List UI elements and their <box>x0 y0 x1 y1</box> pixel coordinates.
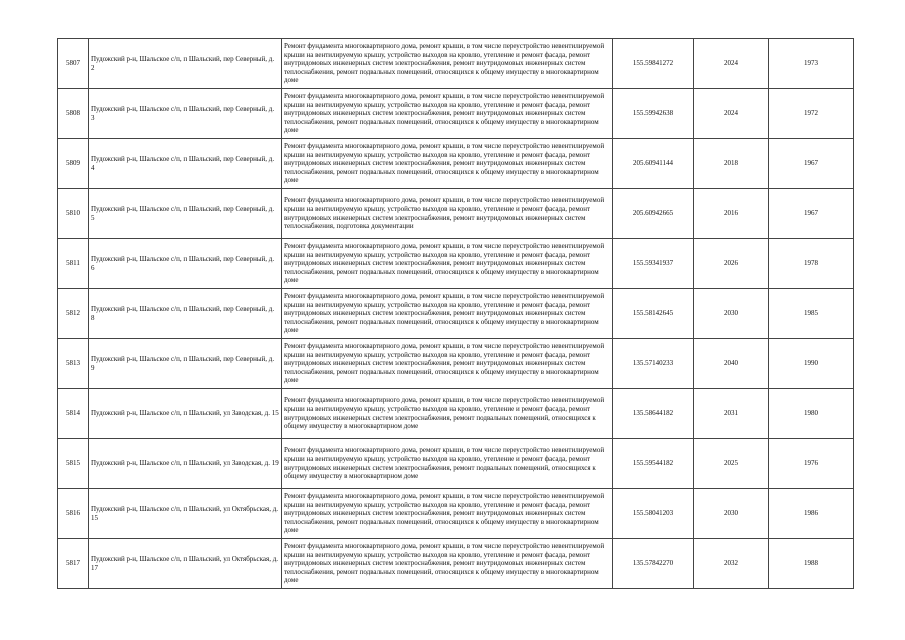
planned-year: 2032 <box>694 539 769 589</box>
row-number: 5817 <box>58 539 89 589</box>
registry-table <box>57 38 854 589</box>
house-address: Пудожский р-н, Шальское с/п, п Шальский, пер Северный, д. 2 <box>89 39 282 89</box>
table-row <box>58 89 854 139</box>
planned-year: 2016 <box>694 189 769 239</box>
planned-year: 2025 <box>694 439 769 489</box>
repair-works: Ремонт фундамента многоквартирного дома, ремонт крыши, в том числе переустройство невентилируемой крыши на вентилируемую крышу, устройство выходов на кровлю, утепление и ремонт фасада, ремонт внутридомовых инженерных систем электроснабжения, ремонт внутридомовых инженерных систем теплоснабжения, ремонт подвальных помещений, относящихся к общему имуществу в многоквартирном доме <box>282 139 613 189</box>
build-year: 1976 <box>769 439 854 489</box>
table-row <box>58 289 854 339</box>
repair-cost: 205.60942665 <box>613 189 694 239</box>
table-row <box>58 139 854 189</box>
planned-year: 2024 <box>694 39 769 89</box>
repair-cost: 155.59341937 <box>613 239 694 289</box>
row-number: 5808 <box>58 89 89 139</box>
row-number: 5810 <box>58 189 89 239</box>
house-address: Пудожский р-н, Шальское с/п, п Шальский, пер Северный, д. 3 <box>89 89 282 139</box>
build-year: 1967 <box>769 139 854 189</box>
row-number: 5809 <box>58 139 89 189</box>
planned-year: 2030 <box>694 289 769 339</box>
table-row <box>58 339 854 389</box>
repair-cost: 155.59841272 <box>613 39 694 89</box>
repair-works: Ремонт фундамента многоквартирного дома, ремонт крыши, в том числе переустройство невентилируемой крыши на вентилируемую крышу, устройство выходов на кровлю, утепление и ремонт фасада, ремонт внутридомовых инженерных систем электроснабжения, ремонт подвальных помещений, относящихся к общему имуществу в многоквартирном доме <box>282 389 613 439</box>
build-year: 1980 <box>769 389 854 439</box>
table-row <box>58 189 854 239</box>
build-year: 1986 <box>769 489 854 539</box>
repair-works: Ремонт фундамента многоквартирного дома, ремонт крыши, в том числе переустройство невентилируемой крыши на вентилируемую крышу, устройство выходов на кровлю, утепление и ремонт фасада, ремонт внутридомовых инженерных систем электроснабжения, ремонт подвальных помещений, относящихся к общему имуществу в многоквартирном доме <box>282 439 613 489</box>
repair-works: Ремонт фундамента многоквартирного дома, ремонт крыши, в том числе переустройство невентилируемой крыши на вентилируемую крышу, устройство выходов на кровлю, утепление и ремонт фасада, ремонт внутридомовых инженерных систем электроснабжения, ремонт внутридомовых инженерных систем теплоснабжения, ремонт подвальных помещений, относящихся к общему имуществу в многоквартирном доме <box>282 89 613 139</box>
planned-year: 2026 <box>694 239 769 289</box>
repair-cost: 135.58644182 <box>613 389 694 439</box>
registry-table-body <box>58 39 854 589</box>
house-address: Пудожский р-н, Шальское с/п, п Шальский, ул Октябрьская, д. 17 <box>89 539 282 589</box>
table-row <box>58 539 854 589</box>
house-address: Пудожский р-н, Шальское с/п, п Шальский, пер Северный, д. 6 <box>89 239 282 289</box>
table-row <box>58 489 854 539</box>
repair-cost: 135.57842270 <box>613 539 694 589</box>
build-year: 1972 <box>769 89 854 139</box>
build-year: 1990 <box>769 339 854 389</box>
repair-works: Ремонт фундамента многоквартирного дома, ремонт крыши, в том числе переустройство невентилируемой крыши на вентилируемую крышу, устройство выходов на кровлю, утепление и ремонт фасада, ремонт внутридомовых инженерных систем электроснабжения, ремонт внутридомовых инженерных систем теплоснабжения, ремонт подвальных помещений, относящихся к общему имуществу в многоквартирном доме <box>282 489 613 539</box>
planned-year: 2031 <box>694 389 769 439</box>
row-number: 5816 <box>58 489 89 539</box>
row-number: 5813 <box>58 339 89 389</box>
repair-cost: 155.59942638 <box>613 89 694 139</box>
repair-cost: 155.58142645 <box>613 289 694 339</box>
build-year: 1985 <box>769 289 854 339</box>
row-number: 5812 <box>58 289 89 339</box>
repair-works: Ремонт фундамента многоквартирного дома, ремонт крыши, в том числе переустройство невентилируемой крыши на вентилируемую крышу, устройство выходов на кровлю, утепление и ремонт фасада, ремонт внутридомовых инженерных систем электроснабжения, ремонт внутридомовых инженерных систем теплоснабжения, ремонт подвальных помещений, относящихся к общему имуществу в многоквартирном доме <box>282 289 613 339</box>
planned-year: 2040 <box>694 339 769 389</box>
house-address: Пудожский р-н, Шальское с/п, п Шальский, пер Северный, д. 4 <box>89 139 282 189</box>
repair-works: Ремонт фундамента многоквартирного дома, ремонт крыши, в том числе переустройство невентилируемой крыши на вентилируемую крышу, устройство выходов на кровлю, утепление и ремонт фасада, ремонт внутридомовых инженерных систем электроснабжения, ремонт внутридомовых инженерных систем теплоснабжения, подготовка документации <box>282 189 613 239</box>
planned-year: 2018 <box>694 139 769 189</box>
build-year: 1978 <box>769 239 854 289</box>
repair-cost: 205.60941144 <box>613 139 694 189</box>
house-address: Пудожский р-н, Шальское с/п, п Шальский, пер Северный, д. 5 <box>89 189 282 239</box>
row-number: 5811 <box>58 239 89 289</box>
build-year: 1973 <box>769 39 854 89</box>
planned-year: 2024 <box>694 89 769 139</box>
row-number: 5814 <box>58 389 89 439</box>
build-year: 1988 <box>769 539 854 589</box>
planned-year: 2030 <box>694 489 769 539</box>
row-number: 5815 <box>58 439 89 489</box>
house-address: Пудожский р-н, Шальское с/п, п Шальский, ул Октябрьская, д. 15 <box>89 489 282 539</box>
repair-cost: 135.57140233 <box>613 339 694 389</box>
table-row <box>58 389 854 439</box>
table-row <box>58 239 854 289</box>
house-address: Пудожский р-н, Шальское с/п, п Шальский, пер Северный, д. 9 <box>89 339 282 389</box>
repair-works: Ремонт фундамента многоквартирного дома, ремонт крыши, в том числе переустройство невентилируемой крыши на вентилируемую крышу, устройство выходов на кровлю, утепление и ремонт фасада, ремонт внутридомовых инженерных систем электроснабжения, ремонт внутридомовых инженерных систем теплоснабжения, ремонт подвальных помещений, относящихся к общему имуществу в многоквартирном доме <box>282 339 613 389</box>
repair-works: Ремонт фундамента многоквартирного дома, ремонт крыши, в том числе переустройство невентилируемой крыши на вентилируемую крышу, устройство выходов на кровлю, утепление и ремонт фасада, ремонт внутридомовых инженерных систем электроснабжения, ремонт внутридомовых инженерных систем теплоснабжения, ремонт подвальных помещений, относящихся к общему имуществу в многоквартирном доме <box>282 239 613 289</box>
repair-cost: 155.58041203 <box>613 489 694 539</box>
house-address: Пудожский р-н, Шальское с/п, п Шальский, ул Заводская, д. 19 <box>89 439 282 489</box>
house-address: Пудожский р-н, Шальское с/п, п Шальский, ул Заводская, д. 15 <box>89 389 282 439</box>
house-address: Пудожский р-н, Шальское с/п, п Шальский, пер Северный, д. 8 <box>89 289 282 339</box>
table-row <box>58 439 854 489</box>
repair-works: Ремонт фундамента многоквартирного дома, ремонт крыши, в том числе переустройство невентилируемой крыши на вентилируемую крышу, устройство выходов на кровлю, утепление и ремонт фасада, ремонт внутридомовых инженерных систем электроснабжения, ремонт внутридомовых инженерных систем теплоснабжения, ремонт подвальных помещений, относящихся к общему имуществу в многоквартирном доме <box>282 39 613 89</box>
row-number: 5807 <box>58 39 89 89</box>
repair-works: Ремонт фундамента многоквартирного дома, ремонт крыши, в том числе переустройство невентилируемой крыши на вентилируемую крышу, устройство выходов на кровлю, утепление и ремонт фасада, ремонт внутридомовых инженерных систем электроснабжения, ремонт внутридомовых инженерных систем теплоснабжения, ремонт подвальных помещений, относящихся к общему имуществу в многоквартирном доме <box>282 539 613 589</box>
build-year: 1967 <box>769 189 854 239</box>
document-sheet <box>57 38 853 589</box>
table-row <box>58 39 854 89</box>
repair-cost: 155.59544182 <box>613 439 694 489</box>
